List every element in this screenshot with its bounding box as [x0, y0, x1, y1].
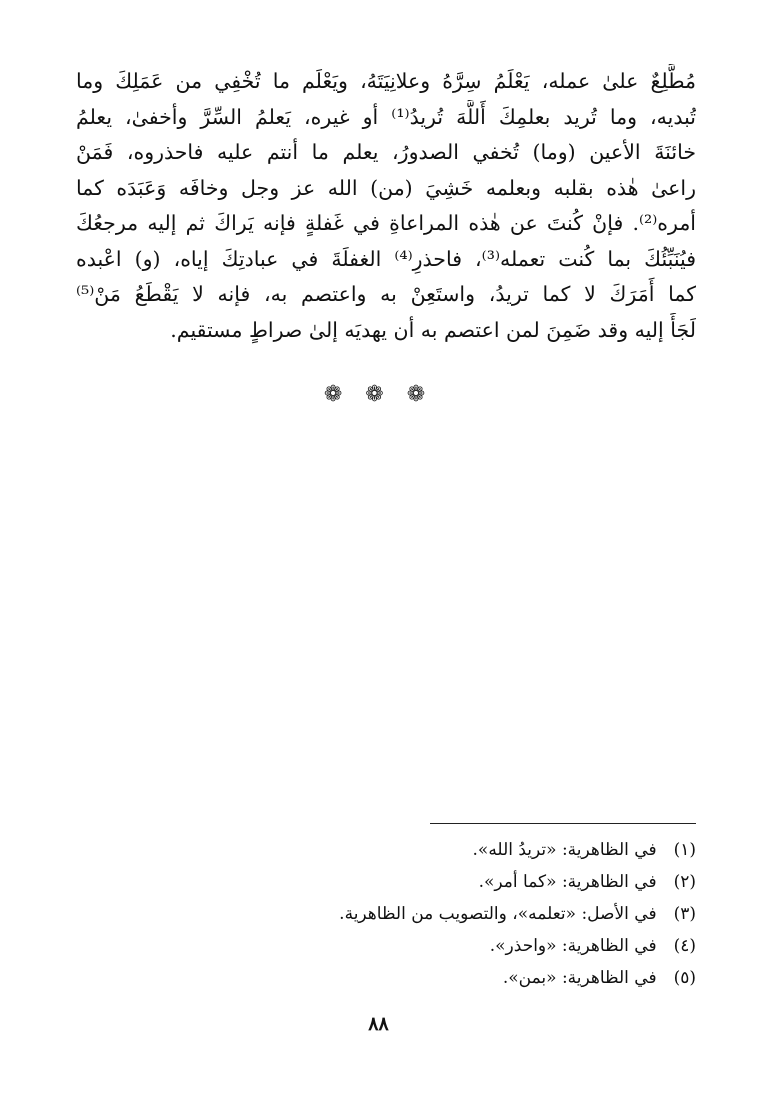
text-line: لَجَأَ إليه وقد ضَمِنَ لمن اعتصم به أن يهديَه إلىٰ صراطٍ مستقيم.	[170, 317, 696, 342]
footnote-number: (٢)	[673, 872, 696, 892]
page-number: ٨٨	[368, 1013, 389, 1035]
footnote-text: في الأصل: «تعلمه»، والتصويب من الظاهرية.	[339, 904, 657, 924]
footnote-text: في الظاهرية: «واحذر».	[489, 936, 657, 956]
text-line: تُبديه، وما تُريد بعلمِكَ أَللَّهَ تُريدُ⁽¹⁾ أو غيره، يَعلمُ السِّرَّ وأخفىٰ، يعلمُ	[76, 104, 696, 129]
footnote-text: في الظاهرية: «كما أمر».	[478, 872, 657, 892]
main-text-body	[76, 64, 696, 348]
footnote-2	[200, 866, 696, 898]
footnote-text: في الظاهرية: «بمن».	[502, 968, 657, 988]
text-line: فيُنَبِّئُكَ بما كُنت تعمله⁽³⁾، فاحذرِ⁽⁴⁾ الغفلَةَ في عبادتِكَ إياه، (و) اعْبده	[76, 246, 696, 271]
footnote-number: (٥)	[673, 968, 696, 988]
text-line: أمره⁽²⁾. فإنْ كُنتَ عن هٰذه المراعاةِ في غَفلةٍ فإنه يَراكَ ثم إليه مرجعُكَ	[76, 211, 696, 235]
text-line: كما أَمَرَكَ لا كما تريدُ، واستَعِنْ به واعتصم به، فإنه لا يَقْطَعُ مَنْ⁽⁵⁾	[76, 282, 696, 306]
footnote-3	[200, 898, 696, 930]
footnote-number: (١)	[673, 840, 696, 860]
footnote-number: (٤)	[673, 936, 696, 956]
footnote-text: في الظاهرية: «تريدُ الله».	[472, 840, 657, 860]
footnote-1	[200, 834, 696, 866]
text-line: خائنَةَ الأعين (وما) تُخفي الصدورُ، يعلم ما أنتم عليه فاحذروه، فَمَنْ	[76, 140, 696, 164]
footnotes	[200, 834, 696, 994]
footnote-number: (٣)	[673, 904, 696, 924]
text-line: مُطَّلِعٌ علىٰ عمله، يَعْلَمُ سِرَّهُ وعلانِيَتَهُ، ويَعْلَم ما تُخْفِي من عَمَلِكَ وما	[76, 69, 696, 93]
text-line: راعىٰ هٰذه بقلبه وبعلمه خَشِيَ (من) الله عز وجل وخافَه وَعَبَدَه كما	[76, 175, 696, 200]
footnote-5	[200, 962, 696, 994]
footnote-separator-line	[430, 823, 696, 824]
section-divider-ornament-icon: ❁ ❁ ❁	[323, 382, 434, 407]
footnote-4	[200, 930, 696, 962]
